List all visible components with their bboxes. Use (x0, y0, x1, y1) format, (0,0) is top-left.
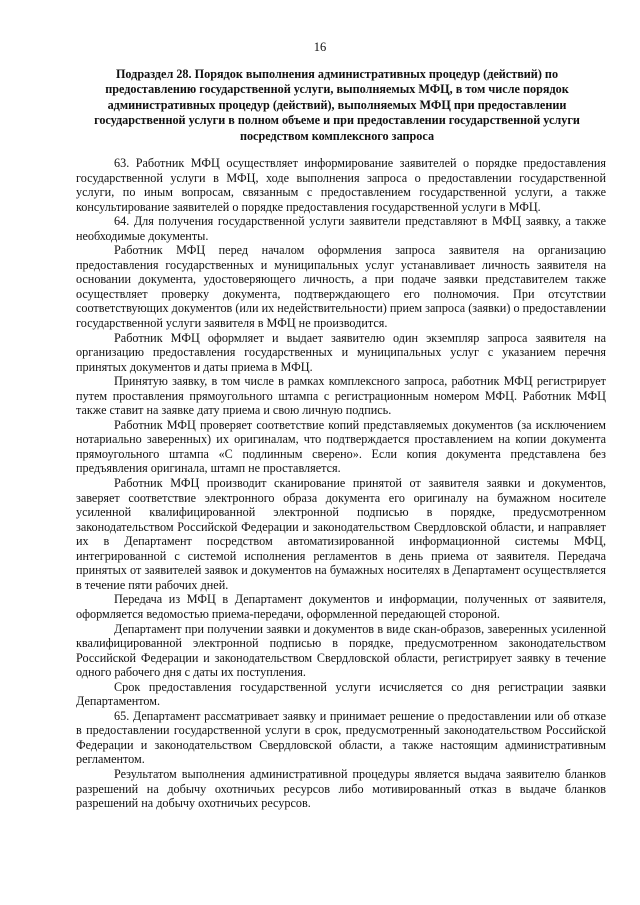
page-number: 16 (313, 40, 327, 54)
paragraph-service-term: Срок предоставления государственной услуги исчисляется со дня регистрации заявки Департаментом. (76, 679, 606, 709)
paragraph-copy-verification: Работник МФЦ проверяет соответствие копий представляемых документов (за исключением нотариально заверенных) их оригиналам, что подтверждается проставлением на копии документа прямоугольного штампа «С подлинным сверено». Если копия документа представлена без предъявления оригинала, штамп не проставляется. (76, 417, 606, 476)
paragraph-transfer: Передача из МФЦ в Департамент документов и информации, полученных от заявителя, оформляется ведомостью приема-передачи, оформленной передающей стороной. (76, 592, 606, 621)
paragraph-registration: Принятую заявку, в том числе в рамках комплексного запроса, работник МФЦ регистрирует путем проставления прямоугольного штампа с регистрационным номером МФЦ. Работник МФЦ также ставит на заявке дату приема и свою личную подпись. (76, 374, 606, 418)
section-heading: Подраздел 28. Порядок выполнения административных процедур (действий) по предоставлению государственной услуги, выполняемых МФЦ, в том числе порядок административных процедур (действий), выполняемых МФЦ при предоставлении государственной услуги в полном объеме и при предоставлении государственной услуги посредством комплексного запроса (94, 67, 580, 143)
paragraph-request-copy: Работник МФЦ оформляет и выдает заявителю один экземпляр запроса заявителя на организацию предоставления государственных и муниципальных услуг с указанием перечня принятых документов и даты приема в МФЦ. (76, 330, 606, 374)
paragraph-department-registration: Департамент при получении заявки и документов в виде скан-образов, заверенных усиленной квалифицированной электронной подписью в порядке, предусмотренном законодательством Российской Федерации и законодательством Свердловской области, регистрирует заявку в течение одного рабочего дня с даты их поступления. (76, 621, 606, 680)
paragraph-65: 65. Департамент рассматривает заявку и принимает решение о предоставлении или об отказе в предоставлении государственной услуги в срок, предусмотренный законодательством Российской Федерации и законодательством Свердловской области, а также настоящим административным регламентом. (76, 708, 606, 767)
paragraph-63: 63. Работник МФЦ осуществляет информирование заявителей о порядке предоставления государственной услуги в МФЦ, ходе выполнения запроса о предоставлении государственной услуги, по иным вопросам, связанным с предоставлением государственной услуги, а также консультирование заявителей о порядке предоставления государственной услуги в МФЦ. (76, 156, 606, 214)
paragraph-scanning: Работник МФЦ производит сканирование принятой от заявителя заявки и документов, заверяет соответствие электронного образа документа его оригиналу на бумажном носителе усиленной квалифицированной электронной подписью в порядке, предусмотренном законодательством Российской Федерации и законодательством Свердловской области, и направляет их в Департамент посредством автоматизированной информационной системы МФЦ, интегрированной с системой исполнения регламентов в день приема от заявителя. Передача принятых от заявителей заявок и документов на бумажных носителях в Департамент осуществляется в течение пяти рабочих дней. (76, 476, 606, 592)
document-body (76, 156, 606, 811)
paragraph-identity-check: Работник МФЦ перед началом оформления запроса заявителя на организацию предоставления государственных и муниципальных услуг устанавливает личность заявителя на основании документа, удостоверяющего личность, а при подаче заявки представителем также осуществляет проверку документа, подтверждающего его полномочия. При отсутствии соответствующих документов (или их недействительности) прием запроса (заявки) о предоставлении государственной услуги заявителя в МФЦ не производится. (76, 243, 606, 331)
paragraph-64: 64. Для получения государственной услуги заявители представляют в МФЦ заявку, а также необходимые документы. (76, 214, 606, 243)
paragraph-result: Результатом выполнения административной процедуры является выдача заявителю бланков разрешений на добычу охотничьих ресурсов либо мотивированный отказ в выдаче бланков разрешений на добычу охотничьих ресурсов. (76, 766, 606, 811)
